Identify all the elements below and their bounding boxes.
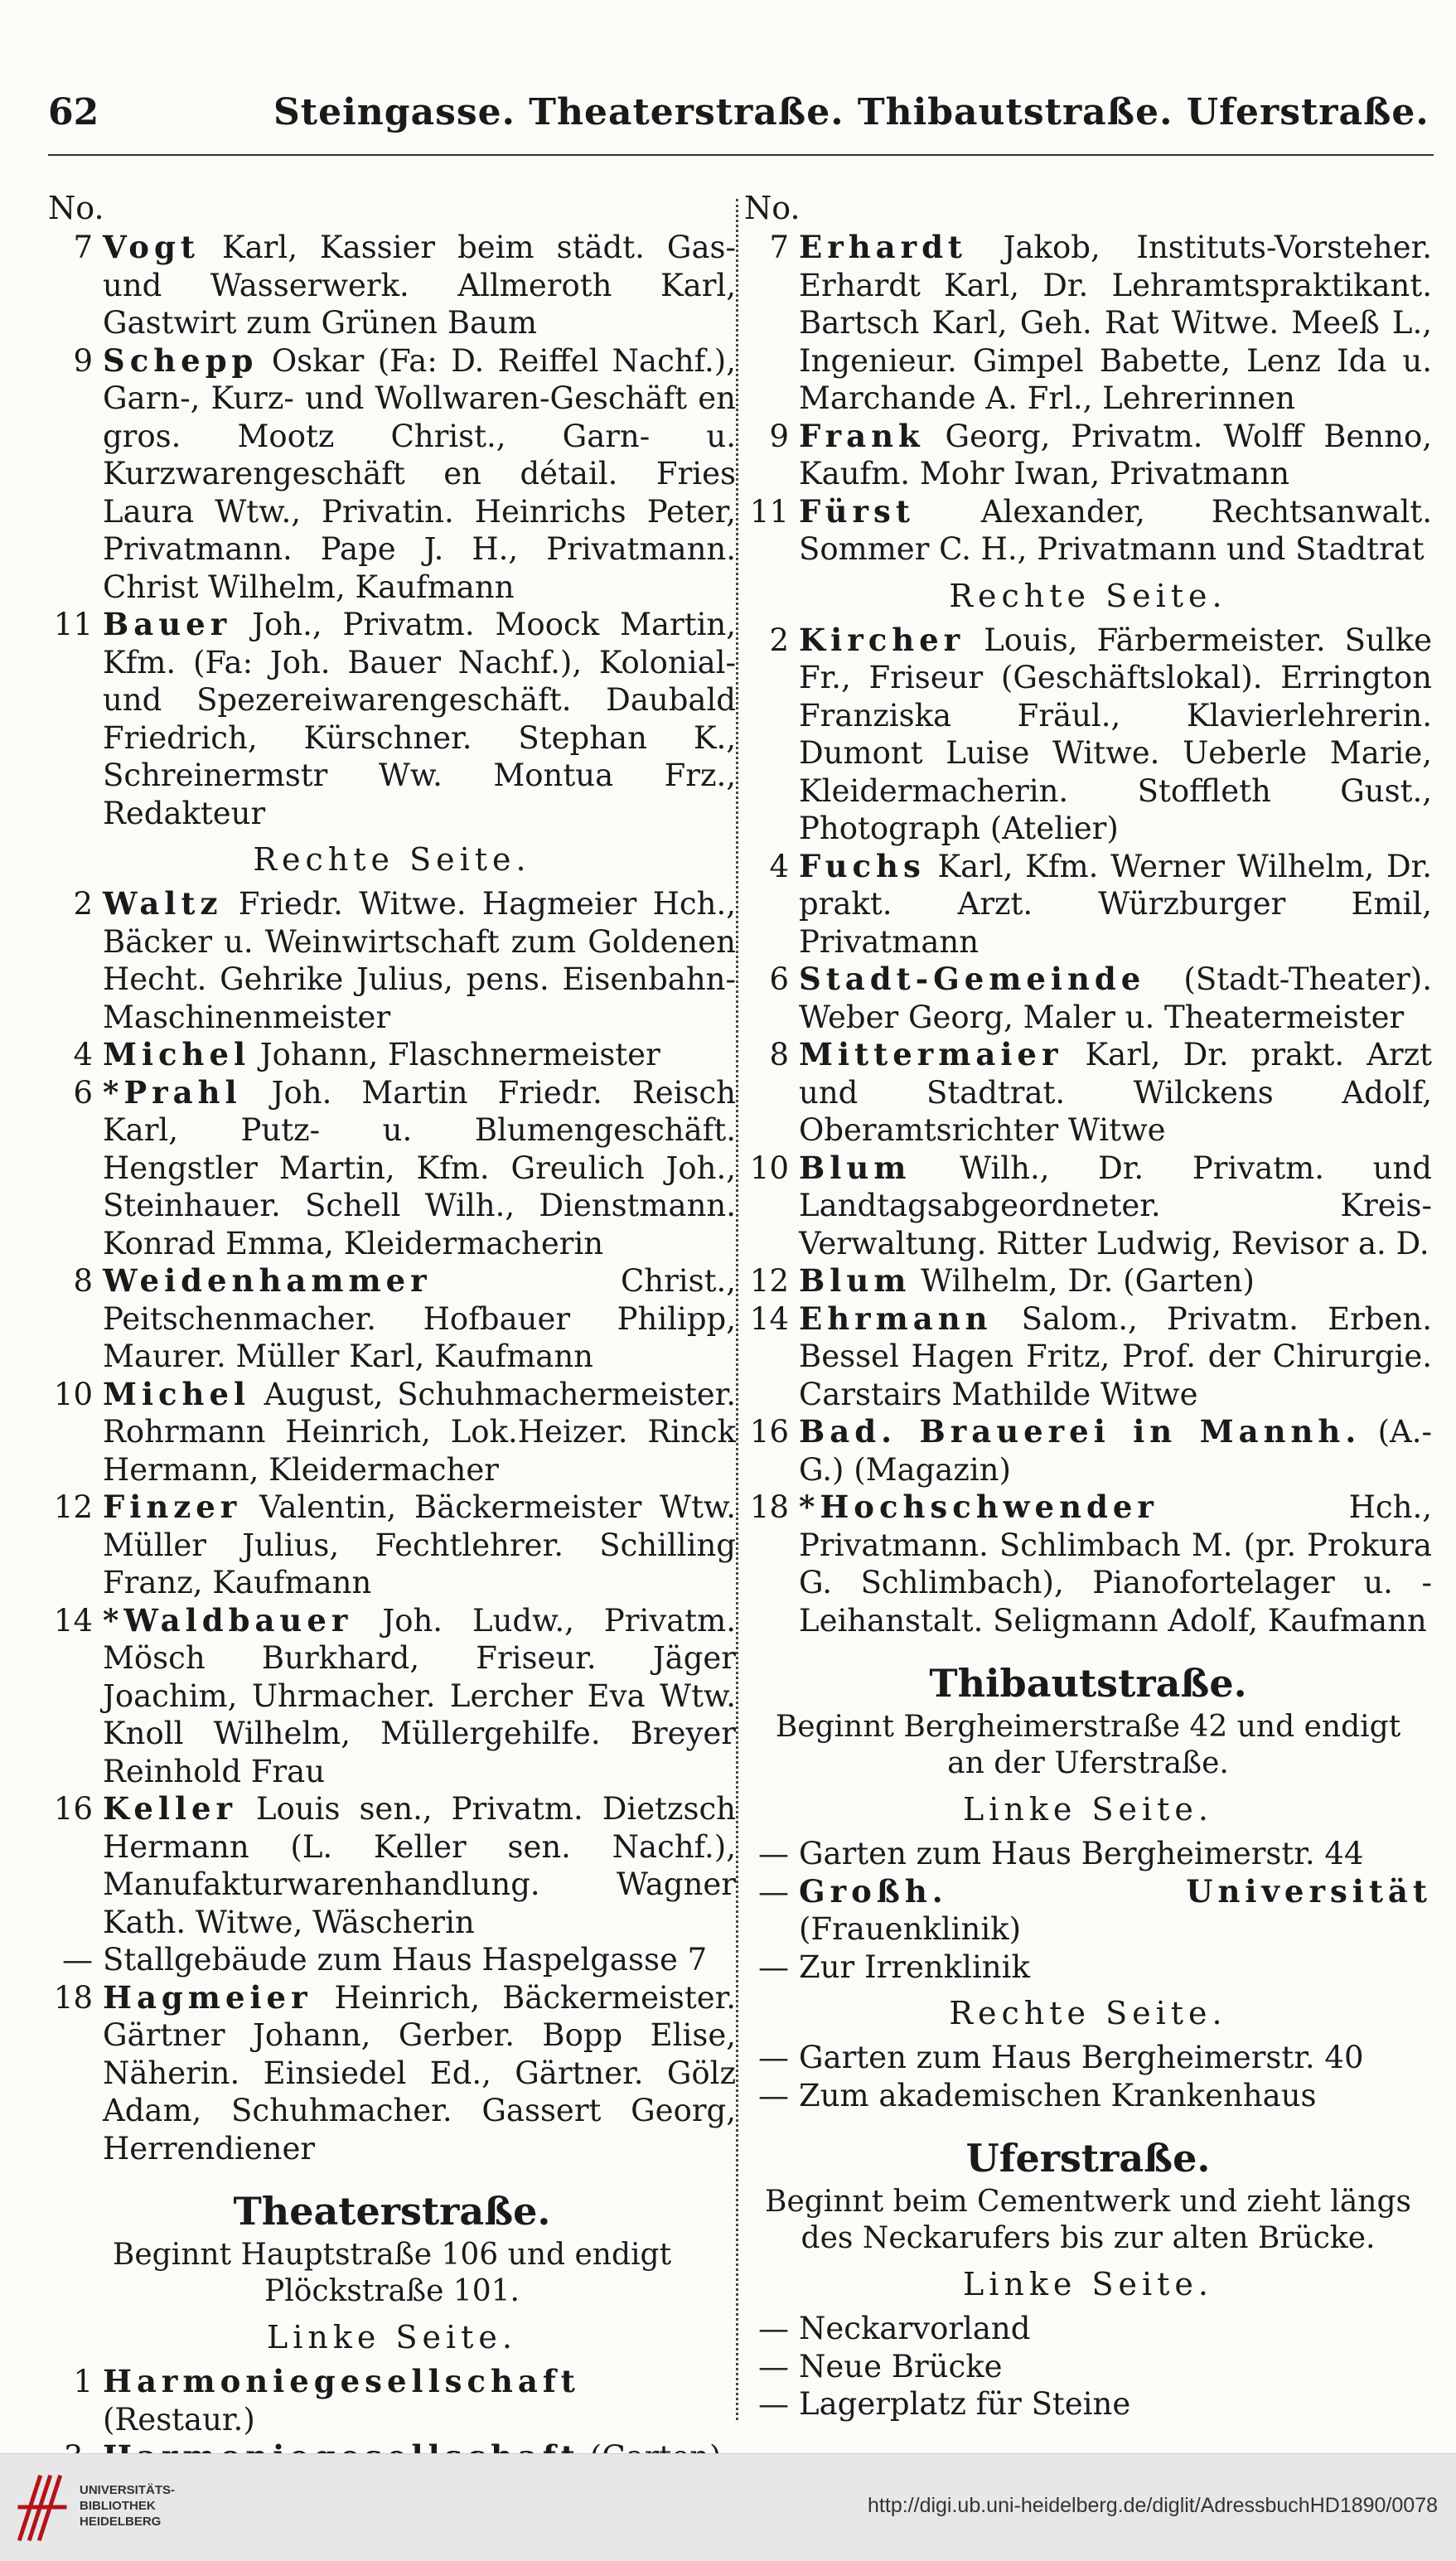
entry-text: [799, 848, 1432, 961]
resident-details: Louis sen., Privatm. Dietzsch Hermann (L. Keller sen. Nachf.), Manufakturwarenhandlung. Wagner Kath. Witwe, Wäscherin: [103, 1791, 736, 1940]
thibaut-left-entries: [744, 1835, 1432, 1986]
house-number: —: [758, 2077, 789, 2113]
directory-entry: [744, 418, 1432, 493]
house-number: 18: [53, 1979, 93, 2016]
resident-details: August, Schuhmachermeister. Rohrmann Heinrich, Lok.Heizer. Rinck Hermann, Kleidermacher: [103, 1376, 736, 1488]
resident-details: Neue Brücke: [799, 2348, 1003, 2384]
directory-entry: [48, 1262, 736, 1376]
ufer-entries: [744, 2310, 1432, 2423]
house-number: 14: [749, 1300, 789, 1337]
resident-name: Waltz: [103, 885, 223, 922]
resident-name: Erhardt: [799, 229, 968, 265]
resident-details: Karl, Kassier beim städt. Gas- und Wasserwerk. Allmeroth Karl, Gastwirt zum Grünen Baum: [103, 230, 736, 341]
house-number: —: [758, 2311, 789, 2346]
resident-details: (Stadt-Theater). Weber Georg, Maler u. Theatermeister: [799, 961, 1432, 1035]
resident-details: Hch., Privatmann. Schlimbach M. (pr. Prokura G. Schlimbach), Pianofortelager u. -Leihanstalt. Seligmann Adolf, Kaufmann: [799, 1489, 1432, 1639]
house-number: 8: [73, 1263, 93, 1299]
directory-entry: [744, 961, 1432, 1036]
steingasse-right-entries: [48, 885, 736, 2167]
house-number: —: [62, 1942, 93, 1978]
house-number: 12: [53, 1489, 93, 1525]
resident-name: Schepp: [103, 341, 259, 379]
resident-details: Louis, Färbermeister. Sulke Fr., Friseur (Geschäftslokal). Errington Franziska Fräul., Klavierlehrerin. Dumont Luise Witwe. Ueberle Marie, Kleidermacherin. Stoffleth Gust., Photograph (Atelier): [799, 622, 1432, 846]
resident-name: Frank: [799, 417, 925, 454]
entry-text: [103, 885, 736, 1036]
resident-details: Karl, Kfm. Werner Wilhelm, Dr. prakt. Arzt. Würzburger Emil, Privatmann: [799, 848, 1432, 960]
logo-mark-strokes: [20, 2477, 65, 2539]
directory-entry: [48, 606, 736, 832]
directory-entry: [48, 1979, 736, 2168]
resident-name: Bauer: [103, 606, 232, 642]
street-description: Beginnt Hauptstraße 106 und endigt Plöckstraße 101.: [112, 2238, 672, 2308]
resident-details: Georg, Privatm. Wolff Benno, Kaufm. Mohr Iwan, Privatmann: [799, 418, 1432, 491]
entry-text: [103, 1262, 736, 1376]
house-number: 2: [769, 622, 789, 658]
directory-entry: [744, 1413, 1432, 1489]
thibaut-right-entries: [744, 2039, 1432, 2114]
directory-entry: [744, 229, 1432, 418]
house-number: 16: [53, 1791, 93, 1827]
directory-entry: [744, 1949, 1432, 1987]
resident-name: Michel: [103, 1375, 251, 1412]
resident-name: Ehrmann: [799, 1300, 993, 1337]
street-description: Beginnt beim Cementwerk und zieht längs des Neckarufers bis zur alten Brücke.: [765, 2185, 1411, 2255]
university-library-logo-icon: [15, 2469, 70, 2544]
resident-details: Garten zum Haus Bergheimerstr. 40: [799, 2040, 1364, 2075]
house-number: 8: [769, 1037, 789, 1072]
entry-text: [103, 1602, 736, 1791]
house-number: 10: [53, 1376, 93, 1412]
theater-left-entries: [744, 229, 1432, 569]
street-title-thibautstrasse: Thibautstraße.: [929, 1661, 1247, 1706]
running-head: Steingasse. Theaterstraße. Thibautstraße. Uferstraße.: [273, 91, 1429, 133]
house-number: 10: [749, 1150, 789, 1186]
resident-name: Bad. Brauerei in Mannh.: [799, 1413, 1362, 1450]
directory-entry: [744, 622, 1432, 848]
directory-entry: [744, 1835, 1432, 1873]
header-rule: [48, 154, 1434, 156]
directory-entry: [48, 1376, 736, 1489]
resident-details: (A.-G.) (Magazin): [799, 1414, 1432, 1488]
entry-text: [799, 1300, 1432, 1414]
resident-details: Johann, Flaschnermeister: [250, 1037, 660, 1072]
street-description: Beginnt Bergheimerstraße 42 und endigt an der Uferstraße.: [775, 1710, 1401, 1780]
resident-details: Wilhelm, Dr. (Garten): [911, 1263, 1255, 1299]
resident-name: Vogt: [103, 229, 200, 265]
entry-text: [103, 342, 736, 607]
resident-name: Kircher: [799, 621, 965, 658]
resident-details: Joh. Ludw., Privatm. Mösch Burkhard, Friseur. Jäger Joachim, Uhrmacher. Lercher Eva Wtw. Knoll Wilhelm, Müllergehilfe. Breyer Reinhold Frau: [103, 1602, 736, 1789]
entry-text: [103, 2363, 736, 2438]
directory-entry: [744, 2385, 1432, 2423]
house-number: —: [758, 2386, 789, 2422]
resident-details: Friedr. Witwe. Hagmeier Hch., Bäcker u. Weinwirtschaft zum Goldenen Hecht. Gehrike Julius, pens. Eisenbahn-Maschinenmeister: [103, 886, 736, 1035]
resident-details: Valentin, Bäckermeister Wtw. Müller Julius, Fechtlehrer. Schilling Franz, Kaufmann: [103, 1489, 736, 1600]
directory-entry: [48, 1489, 736, 1602]
directory-entry: [744, 2348, 1432, 2386]
entry-text: [799, 622, 1432, 848]
resident-details: Garten zum Haus Bergheimerstr. 44: [799, 1836, 1364, 1871]
entry-text: [799, 1262, 1432, 1300]
resident-details: Karl, Dr. prakt. Arzt und Stadtrat. Wilckens Adolf, Oberamtsrichter Witwe: [799, 1037, 1432, 1148]
house-number: 11: [749, 493, 789, 530]
directory-entry: [744, 1150, 1432, 1263]
resident-details: Christ., Peitschenmacher. Hofbauer Philipp, Maurer. Müller Karl, Kaufmann: [103, 1263, 736, 1374]
resident-details: Jakob, Instituts-Vorsteher. Erhardt Karl, Dr. Lehramtspraktikant. Bartsch Karl, Geh. Rat Witwe. Meeß L., Ingenieur. Gimpel Babette, Lenz Ida u. Marchande A. Frl., Lehrerinnen: [799, 230, 1432, 416]
resident-name: Finzer: [103, 1489, 242, 1525]
resident-name: Fuchs: [799, 847, 926, 884]
entry-text: [103, 606, 736, 832]
entry-text: [799, 418, 1432, 493]
resident-details: Zur Irrenklinik: [799, 1949, 1030, 1985]
resident-name: Harmoniegesellschaft: [103, 2363, 580, 2399]
entry-text: [799, 2039, 1432, 2077]
section-head-linke-seite: Linke Seite.: [267, 2319, 517, 2355]
house-number: 14: [53, 1602, 93, 1639]
house-number: 2: [73, 886, 93, 922]
directory-entry: [48, 1074, 736, 1263]
house-number: 9: [769, 418, 789, 454]
directory-entry: [744, 1262, 1432, 1300]
resident-name: *Waldbauer: [103, 1601, 353, 1639]
entry-text: [103, 1790, 736, 1941]
house-number: —: [758, 2040, 789, 2075]
resident-name: *Prahl: [103, 1073, 242, 1111]
house-number: 6: [769, 961, 789, 997]
entry-text: [103, 229, 736, 342]
house-number: 11: [53, 607, 93, 642]
permalink-url[interactable]: http://digi.ub.uni-heidelberg.de/diglit/AdressbuchHD1890/0078: [868, 2494, 1438, 2517]
right-column: [744, 189, 1432, 2423]
house-number: 4: [769, 848, 789, 884]
resident-details: Alexander, Rechtsanwalt. Sommer C. H., Privatmann und Stadtrat: [799, 493, 1432, 567]
entry-text: [103, 1376, 736, 1489]
section-head-rechte-seite: Rechte Seite.: [253, 841, 531, 878]
resident-details: Zum akademischen Krankenhaus: [799, 2077, 1317, 2113]
page-number: 62: [48, 91, 99, 133]
entry-text: [799, 1835, 1432, 1873]
resident-name: Großh. Universität: [799, 1872, 1432, 1910]
resident-details: Oskar (Fa: D. Reiffel Nachf.), Garn-, Kurz- und Wollwaren-Geschäft en gros. Mootz Christ., Garn- u. Kurzwarengeschäft en détail. Fries Laura Wtw., Privatin. Heinrichs Peter, Privatmann. Pape J. H., Privatmann. Christ Wilhelm, Kaufmann: [103, 342, 736, 605]
section-head-linke-seite: Linke Seite.: [963, 1791, 1213, 1828]
entry-text: [799, 2385, 1432, 2423]
directory-entry: [48, 1790, 736, 1941]
directory-entry: [48, 1036, 736, 1074]
resident-details: Heinrich, Bäckermeister. Gärtner Johann, Gerber. Bopp Elise, Näherin. Einsiedel Ed., Gärtner. Gölz Adam, Schuhmacher. Gassert Georg, Herrendiener: [103, 1979, 736, 2166]
directory-entry: [48, 229, 736, 342]
street-title-theaterstrasse: Theaterstraße.: [233, 2189, 551, 2234]
directory-entry: [744, 493, 1432, 569]
resident-details: Salom., Privatm. Erben. Bessel Hagen Fritz, Prof. der Chirurgie. Carstairs Mathilde Witwe: [799, 1300, 1432, 1412]
directory-entry: [48, 1602, 736, 1791]
directory-entry: [744, 2039, 1432, 2077]
resident-name: Fürst: [799, 492, 915, 530]
house-number: —: [758, 2348, 789, 2384]
no-label: No.: [744, 190, 801, 226]
resident-name: Blum: [799, 1262, 912, 1299]
column-divider: [736, 199, 738, 2420]
resident-details: Joh. Martin Friedr. Reisch Karl, Putz- u. Blumengeschäft. Hengstler Martin, Kfm. Greulich Joh., Steinhauer. Schell Wilh., Dienstmann. Konrad Emma, Kleidermacherin: [103, 1074, 736, 1261]
house-number: 6: [73, 1074, 93, 1111]
left-column: [48, 189, 736, 2514]
house-number: 4: [73, 1037, 93, 1072]
directory-entry: [744, 2077, 1432, 2115]
section-head-rechte-seite: Rechte Seite.: [949, 577, 1227, 614]
resident-details: Wilh., Dr. Privatm. und Landtagsabgeordneter. Kreis-Verwaltung. Ritter Ludwig, Revisor a. D.: [799, 1150, 1432, 1261]
resident-details: (Frauenklinik): [799, 1911, 1022, 1947]
resident-details: Joh., Privatm. Moock Martin, Kfm. (Fa: Joh. Bauer Nachf.), Kolonial- und Spezereiwarengeschäft. Daubald Friedrich, Kürschner. Stephan K., Schreinermstr Ww. Montua Frz., Redakteur: [103, 607, 736, 831]
entry-text: [799, 961, 1432, 1036]
directory-entry: [744, 1873, 1432, 1949]
directory-entry: [48, 885, 736, 1036]
entry-text: [799, 1949, 1432, 1987]
house-number: —: [758, 1873, 789, 1910]
resident-name: Keller: [103, 1790, 238, 1827]
house-number: —: [758, 1836, 789, 1871]
resident-name: Blum: [799, 1149, 912, 1186]
directory-entry: [744, 2310, 1432, 2348]
entry-text: [799, 229, 1432, 418]
house-number: —: [758, 1949, 789, 1985]
resident-details: (Restaur.): [103, 2401, 255, 2438]
directory-entry: [48, 1941, 736, 1979]
directory-entry: [48, 342, 736, 607]
entry-text: [799, 1150, 1432, 1263]
theater-right-entries: [744, 622, 1432, 1640]
entry-text: [799, 1489, 1432, 1639]
street-title-uferstrasse: Uferstraße.: [965, 2136, 1211, 2181]
entry-text: [799, 2310, 1432, 2348]
entry-text: [103, 1036, 736, 1074]
directory-entry: [744, 1036, 1432, 1150]
entry-text: [799, 1873, 1432, 1949]
entry-text: [799, 2348, 1432, 2386]
entry-text: [799, 1413, 1432, 1489]
entry-text: [103, 1979, 736, 2168]
entry-text: [103, 1489, 736, 1602]
directory-entry: [744, 1489, 1432, 1639]
resident-details: Neckarvorland: [799, 2311, 1031, 2346]
no-label: No.: [48, 190, 104, 226]
house-number: 16: [749, 1414, 789, 1450]
house-number: 1: [73, 2364, 93, 2399]
resident-name: Stadt-Gemeinde: [799, 961, 1146, 997]
resident-name: Michel: [103, 1036, 251, 1072]
resident-name: Hagmeier: [103, 1978, 312, 2016]
house-number: 18: [749, 1489, 789, 1525]
resident-name: *Hochschwender: [799, 1489, 1159, 1525]
resident-name: Weidenhammer: [103, 1262, 432, 1299]
section-head-rechte-seite: Rechte Seite.: [949, 1995, 1227, 2031]
house-number: 7: [769, 230, 789, 265]
entry-text: [799, 2077, 1432, 2115]
entry-text: [799, 493, 1432, 569]
directory-entry: [48, 2363, 736, 2438]
entry-text: [103, 1941, 736, 1979]
directory-entry: [744, 1300, 1432, 1414]
section-head-linke-seite: Linke Seite.: [963, 2266, 1213, 2302]
library-name: UNIVERSITÄTS- BIBLIOTHEK HEIDELBERG: [80, 2483, 176, 2529]
directory-entry: [744, 848, 1432, 961]
house-number: 9: [73, 342, 93, 379]
resident-details: Stallgebäude zum Haus Haspelgasse 7: [103, 1942, 708, 1978]
resident-details: Lagerplatz für Steine: [799, 2386, 1131, 2422]
entry-text: [799, 1036, 1432, 1150]
house-number: 7: [73, 230, 93, 265]
entry-text: [103, 1074, 736, 1263]
viewer-footer-bar: [0, 2453, 1456, 2561]
steingasse-left-entries: [48, 229, 736, 832]
house-number: 12: [749, 1263, 789, 1299]
resident-name: Mittermaier: [799, 1036, 1063, 1072]
